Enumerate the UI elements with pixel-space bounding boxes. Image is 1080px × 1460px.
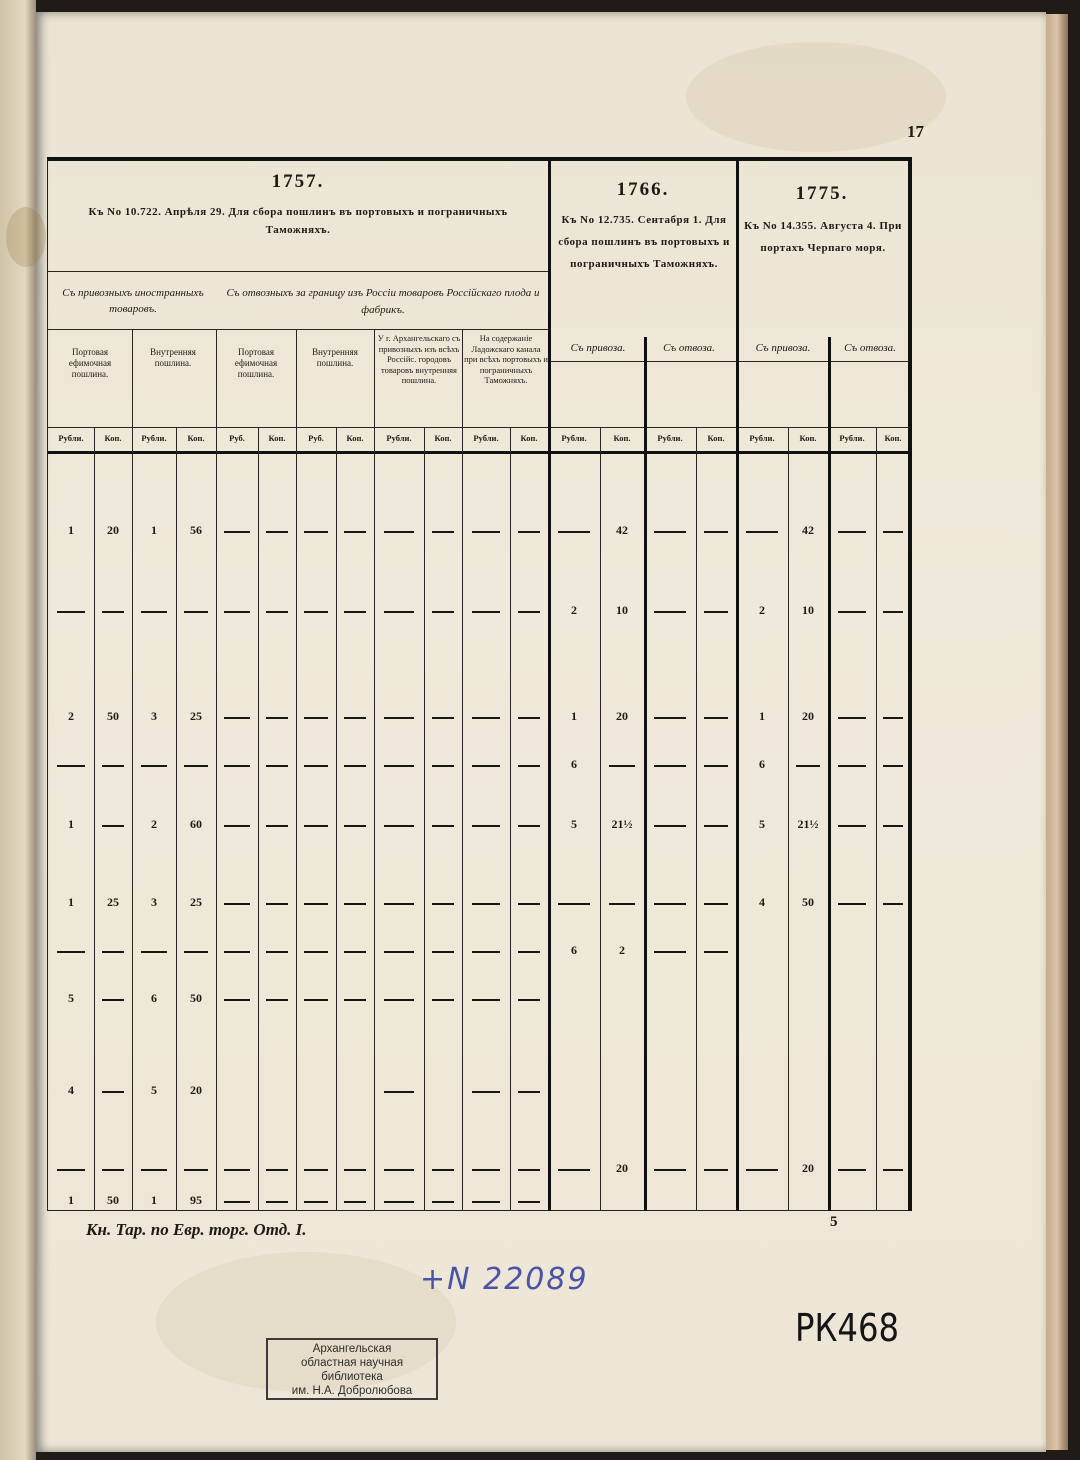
- dash-mark: [344, 1169, 367, 1171]
- dash-mark: [518, 903, 541, 905]
- unit-label: Рубли.: [561, 433, 587, 443]
- dash-mark: [224, 999, 249, 1001]
- library-stamp: [266, 1338, 438, 1400]
- table-cell: 20: [802, 1161, 814, 1175]
- table-cell: 4: [68, 1083, 74, 1097]
- unit-label: Коп.: [346, 433, 364, 443]
- dash-mark: [384, 825, 414, 827]
- unit-label: Рубли.: [749, 433, 775, 443]
- table-cell: 3: [151, 895, 157, 909]
- table-cell: 20: [802, 709, 814, 723]
- unit-label: Коп.: [884, 433, 902, 443]
- dash-mark: [266, 999, 289, 1001]
- group-import: Съ привозныхъ иностранныхъ товаровъ.: [62, 287, 204, 315]
- dash-mark: [384, 531, 414, 533]
- dash-mark: [141, 1169, 167, 1171]
- column-divider-thick: [736, 161, 739, 1211]
- unit-label: Коп.: [104, 433, 122, 443]
- dash-mark: [224, 765, 249, 767]
- dash-mark: [432, 765, 455, 767]
- dash-mark: [432, 531, 455, 533]
- dash-mark: [883, 611, 903, 613]
- column-divider: [696, 427, 697, 1211]
- signature-mark: 5: [830, 1214, 838, 1230]
- dash-mark: [224, 717, 249, 719]
- column-divider: [876, 427, 877, 1211]
- table-cell: 1: [68, 817, 74, 831]
- dash-mark: [796, 765, 820, 767]
- dash-mark: [57, 765, 85, 767]
- col-ladoga-canal: На содержаніе Ладожскаго канала при всѣхъ портовыхъ и пограничныхъ Таможняхъ.: [464, 333, 548, 385]
- dash-mark: [344, 717, 367, 719]
- column-divider: [510, 427, 511, 1211]
- table-cell: 3: [151, 709, 157, 723]
- table-cell: 42: [802, 523, 814, 537]
- dash-mark: [384, 717, 414, 719]
- dash-mark: [266, 717, 289, 719]
- stamp-line: Архангельская: [312, 1343, 392, 1355]
- dash-mark: [472, 1169, 501, 1171]
- table-cell: 1: [151, 1193, 157, 1207]
- col-internal-duty-import: Внутренняя пошлина.: [150, 347, 196, 368]
- dash-mark: [344, 1201, 367, 1203]
- dash-mark: [838, 611, 867, 613]
- table-cell: 20: [190, 1083, 202, 1097]
- dash-mark: [141, 951, 167, 953]
- dash-mark: [432, 999, 455, 1001]
- column-divider-thick: [548, 161, 551, 1211]
- dash-mark: [304, 825, 328, 827]
- dash-mark: [883, 825, 903, 827]
- col-1766-export: Съ отвоза.: [663, 342, 715, 354]
- tariff-table: [47, 157, 912, 1211]
- column-divider: [424, 427, 425, 1211]
- unit-label: Рубли.: [657, 433, 683, 443]
- rule: [48, 329, 548, 330]
- dash-mark: [654, 1169, 685, 1171]
- col-port-duty-export: Портовая ефимочная пошлина.: [234, 347, 278, 379]
- dash-mark: [518, 765, 541, 767]
- col-1766-import: Съ привоза.: [570, 342, 626, 354]
- col-arkhangelsk-duty: У г. Архангельскаго съ привозныхъ изъ всѣхъ Россійс. городовъ товаровъ внутренняя пошлина.: [377, 333, 461, 385]
- table-cell: 6: [571, 757, 577, 771]
- dash-mark: [654, 903, 685, 905]
- dash-mark: [704, 611, 728, 613]
- unit-label: Рубли.: [58, 433, 84, 443]
- table-cell: 1: [68, 895, 74, 909]
- dash-mark: [654, 765, 685, 767]
- dash-mark: [224, 531, 249, 533]
- dash-mark: [384, 903, 414, 905]
- table-cell: 10: [802, 603, 814, 617]
- dash-mark: [472, 951, 501, 953]
- stamp-line: библиотека: [321, 1371, 383, 1383]
- table-cell: 56: [190, 523, 202, 537]
- dash-mark: [344, 765, 367, 767]
- table-cell: 2: [151, 817, 157, 831]
- dash-mark: [344, 999, 367, 1001]
- dash-mark: [609, 903, 635, 905]
- dash-mark: [266, 765, 289, 767]
- dash-mark: [838, 717, 867, 719]
- dash-mark: [102, 1091, 125, 1093]
- unit-label: Коп.: [799, 433, 817, 443]
- table-cell: 21½: [611, 817, 633, 831]
- dash-mark: [102, 825, 125, 827]
- stamp-line: областная научная: [300, 1357, 404, 1369]
- year-1775: 1775.: [795, 183, 849, 204]
- title-1766: Къ No 12.735. Сентабря 1. Для сбора пошлинъ въ портовыхъ и пограничныхъ Таможняхъ.: [558, 214, 730, 270]
- dash-mark: [224, 611, 249, 613]
- table-cell: 2: [759, 603, 765, 617]
- title-1775: Къ No 14.355. Августа 4. При портахъ Черпаго моря.: [744, 220, 902, 254]
- col-1775-import: Съ привоза.: [755, 342, 811, 354]
- dash-mark: [102, 999, 125, 1001]
- column-divider: [216, 329, 217, 1211]
- dash-mark: [704, 825, 728, 827]
- dash-mark: [384, 611, 414, 613]
- dash-mark: [432, 1169, 455, 1171]
- dash-mark: [432, 951, 455, 953]
- rule: [48, 271, 548, 272]
- dash-mark: [304, 1201, 328, 1203]
- table-cell: 42: [616, 523, 628, 537]
- dash-mark: [344, 903, 367, 905]
- column-divider: [258, 427, 259, 1211]
- dash-mark: [224, 825, 249, 827]
- table-cell: 95: [190, 1193, 202, 1207]
- dash-mark: [304, 903, 328, 905]
- table-cell: 2: [571, 603, 577, 617]
- dash-mark: [266, 611, 289, 613]
- table-cell: 20: [616, 1161, 628, 1175]
- rule: [548, 361, 910, 362]
- dash-mark: [838, 765, 867, 767]
- dash-mark: [518, 951, 541, 953]
- dash-mark: [472, 1201, 501, 1203]
- dash-mark: [883, 717, 903, 719]
- dash-mark: [57, 1169, 85, 1171]
- dash-mark: [266, 951, 289, 953]
- column-divider: [94, 427, 95, 1211]
- table-cell: 20: [107, 523, 119, 537]
- dash-mark: [472, 717, 501, 719]
- dash-mark: [304, 717, 328, 719]
- year-1766: 1766.: [616, 179, 670, 200]
- unit-label: Коп.: [187, 433, 205, 443]
- dash-mark: [304, 611, 328, 613]
- dash-mark: [704, 903, 728, 905]
- dash-mark: [102, 611, 125, 613]
- table-cell: 1: [759, 709, 765, 723]
- dash-mark: [746, 531, 777, 533]
- dash-mark: [384, 1201, 414, 1203]
- dash-mark: [57, 611, 85, 613]
- unit-label: Руб.: [229, 433, 245, 443]
- water-stain: [6, 207, 46, 267]
- dash-mark: [838, 531, 867, 533]
- unit-label: Коп.: [707, 433, 725, 443]
- dash-mark: [432, 717, 455, 719]
- dash-mark: [518, 1091, 541, 1093]
- dash-mark: [224, 1201, 249, 1203]
- dash-mark: [518, 611, 541, 613]
- dash-mark: [704, 717, 728, 719]
- dash-mark: [654, 611, 685, 613]
- col-port-duty-import: Портовая ефимочная пошлина.: [68, 347, 112, 379]
- dash-mark: [704, 765, 728, 767]
- dash-mark: [184, 765, 208, 767]
- dash-mark: [518, 999, 541, 1001]
- dash-mark: [266, 1169, 289, 1171]
- table-cell: 25: [190, 709, 202, 723]
- dash-mark: [472, 765, 501, 767]
- column-divider: [296, 329, 297, 1211]
- table-cell: 1: [68, 1193, 74, 1207]
- table-cell: 6: [151, 991, 157, 1005]
- group-export: Съ отвозныхъ за границу изъ Россіи товаровъ Россійскаго плода и фабрикъ.: [226, 287, 540, 316]
- column-divider: [374, 329, 375, 1211]
- dash-mark: [704, 531, 728, 533]
- year-1757: 1757.: [271, 171, 325, 192]
- table-cell: 6: [571, 943, 577, 957]
- table-cell: 20: [616, 709, 628, 723]
- dash-mark: [304, 531, 328, 533]
- dash-mark: [224, 951, 249, 953]
- dash-mark: [558, 1169, 589, 1171]
- dash-mark: [472, 1091, 501, 1093]
- dash-mark: [838, 903, 867, 905]
- dash-mark: [472, 611, 501, 613]
- dash-mark: [432, 825, 455, 827]
- dash-mark: [704, 951, 728, 953]
- unit-label: Рубли.: [141, 433, 167, 443]
- dash-mark: [704, 1169, 728, 1171]
- dash-mark: [472, 825, 501, 827]
- dash-mark: [102, 765, 125, 767]
- column-divider: [336, 427, 337, 1211]
- page-edge: [1046, 14, 1068, 1450]
- dash-mark: [838, 825, 867, 827]
- dash-mark: [883, 765, 903, 767]
- dash-mark: [344, 611, 367, 613]
- dash-mark: [609, 765, 635, 767]
- dash-mark: [224, 1169, 249, 1171]
- dash-mark: [184, 611, 208, 613]
- dash-mark: [304, 999, 328, 1001]
- dash-mark: [184, 951, 208, 953]
- unit-label: Руб.: [308, 433, 324, 443]
- table-cell: 4: [759, 895, 765, 909]
- dash-mark: [102, 1169, 125, 1171]
- dash-mark: [654, 717, 685, 719]
- dash-mark: [472, 999, 501, 1001]
- footer-reference: Кн. Тар. по Евр. торг. Отд. I.: [86, 1220, 307, 1239]
- dash-mark: [518, 717, 541, 719]
- dash-mark: [654, 951, 685, 953]
- dash-mark: [224, 903, 249, 905]
- table-cell: 25: [190, 895, 202, 909]
- unit-label: Рубли.: [839, 433, 865, 443]
- dash-mark: [384, 765, 414, 767]
- dash-mark: [304, 765, 328, 767]
- dash-mark: [141, 611, 167, 613]
- dash-mark: [102, 951, 125, 953]
- table-cell: 2: [619, 943, 625, 957]
- table-cell: 10: [616, 603, 628, 617]
- unit-label: Коп.: [434, 433, 452, 443]
- dash-mark: [518, 531, 541, 533]
- dash-mark: [266, 531, 289, 533]
- dash-mark: [883, 1169, 903, 1171]
- shelf-mark: РК468: [795, 1306, 900, 1350]
- table-cell: 6: [759, 757, 765, 771]
- rule: [48, 427, 910, 428]
- table-cell: 5: [759, 817, 765, 831]
- table-cell: 50: [802, 895, 814, 909]
- dash-mark: [304, 1169, 328, 1171]
- rule: [48, 451, 910, 454]
- dash-mark: [558, 903, 589, 905]
- dash-mark: [266, 1201, 289, 1203]
- dash-mark: [266, 825, 289, 827]
- unit-label: Коп.: [268, 433, 286, 443]
- column-divider: [462, 329, 463, 1211]
- inventory-number: +N 22089: [420, 1262, 589, 1297]
- dash-mark: [883, 903, 903, 905]
- dash-mark: [344, 531, 367, 533]
- table-cell: 50: [107, 709, 119, 723]
- dash-mark: [472, 531, 501, 533]
- dash-mark: [558, 531, 589, 533]
- dash-mark: [838, 1169, 867, 1171]
- table-cell: 5: [571, 817, 577, 831]
- dash-mark: [472, 903, 501, 905]
- dash-mark: [518, 1169, 541, 1171]
- dash-mark: [746, 1169, 777, 1171]
- column-divider: [132, 329, 133, 1211]
- dash-mark: [384, 1091, 414, 1093]
- table-cell: 1: [151, 523, 157, 537]
- dash-mark: [384, 1169, 414, 1171]
- title-1757: Къ No 10.722. Апрѣля 29. Для сбора пошлинъ въ портовыхъ и пограничныхъ Таможняхъ.: [88, 206, 508, 236]
- unit-label: Коп.: [520, 433, 538, 443]
- table-cell: 21½: [797, 817, 819, 831]
- col-internal-duty-export: Внутренняя пошлина.: [312, 347, 358, 368]
- dash-mark: [654, 531, 685, 533]
- dash-mark: [518, 1201, 541, 1203]
- page-number: 17: [907, 122, 924, 141]
- table-cell: 50: [190, 991, 202, 1005]
- dash-mark: [432, 903, 455, 905]
- table-cell: 5: [151, 1083, 157, 1097]
- table-cell: 5: [68, 991, 74, 1005]
- unit-label: Рубли.: [386, 433, 412, 443]
- dash-mark: [57, 951, 85, 953]
- dash-mark: [304, 951, 328, 953]
- unit-label: Коп.: [613, 433, 631, 443]
- table-cell: 25: [107, 895, 119, 909]
- dash-mark: [432, 1201, 455, 1203]
- dash-mark: [518, 825, 541, 827]
- dash-mark: [384, 999, 414, 1001]
- table-cell: 1: [68, 523, 74, 537]
- column-divider-thick: [828, 337, 831, 1211]
- dash-mark: [344, 825, 367, 827]
- stamp-line: им. Н.А. Добролюбова: [291, 1385, 413, 1397]
- table-cell: 1: [571, 709, 577, 723]
- dash-mark: [384, 951, 414, 953]
- table-cell: 2: [68, 709, 74, 723]
- dash-mark: [883, 531, 903, 533]
- dash-mark: [141, 765, 167, 767]
- dash-mark: [654, 825, 685, 827]
- col-1775-export: Съ отвоза.: [844, 342, 896, 354]
- dash-mark: [432, 611, 455, 613]
- dash-mark: [266, 903, 289, 905]
- table-cell: 50: [107, 1193, 119, 1207]
- dash-mark: [184, 1169, 208, 1171]
- unit-label: Рубли.: [473, 433, 499, 443]
- dash-mark: [344, 951, 367, 953]
- column-divider-thick: [644, 337, 647, 1211]
- table-cell: 60: [190, 817, 202, 831]
